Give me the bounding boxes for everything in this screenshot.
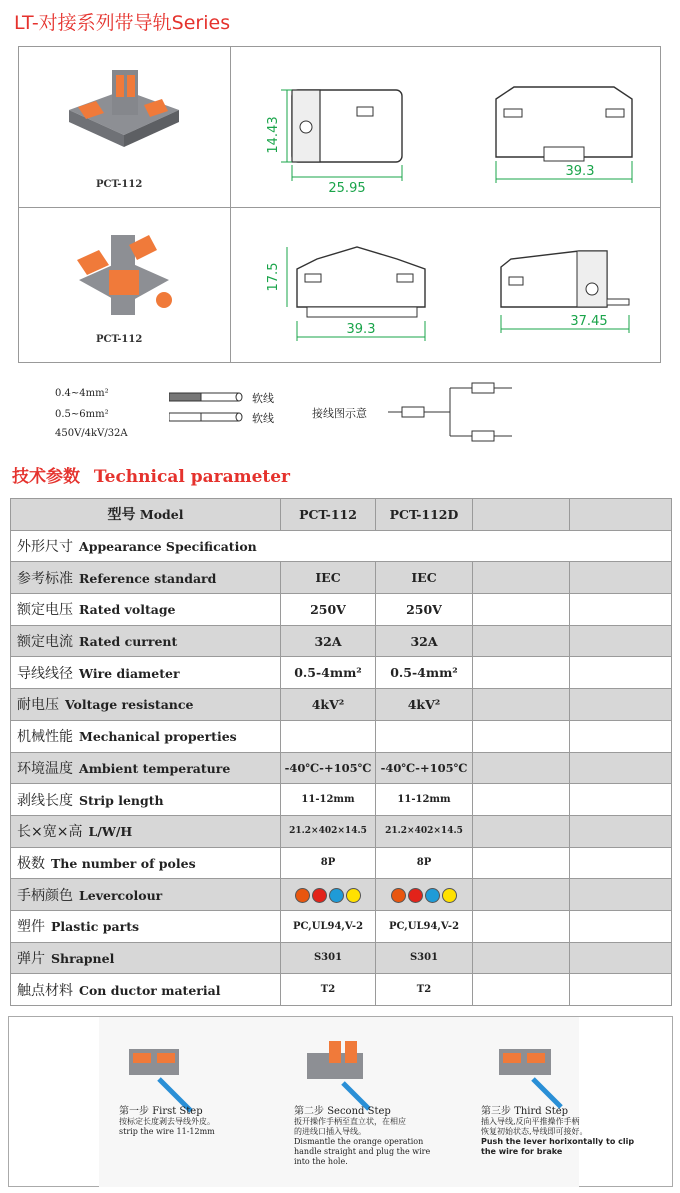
table-row: 导线线径 Wire diameter 0.5-4mm² 0.5-4mm² [11,657,672,689]
svg-text:37.45: 37.45 [570,314,608,329]
dimension-drawing-2b [489,229,649,354]
table-row: 长×宽×高 L/W/H 21.2×402×14.5 21.2×402×14.5 [11,815,672,847]
color-swatch [346,888,361,903]
color-swatch [442,888,457,903]
model-caption-1: PCT-112 [96,179,143,190]
section-title [12,462,290,487]
dimension-drawing-2a [247,229,447,354]
svg-text:14.43: 14.43 [266,116,281,154]
color-swatch [408,888,423,903]
svg-text:39.3: 39.3 [565,164,595,179]
table-row: 额定电流 Rated current 32A 32A [11,625,672,657]
table-row: 弹片 Shrapnel S301 S301 [11,942,672,974]
table-row: 外形尺寸 Appearance Specification [11,530,672,562]
svg-text:25.95: 25.95 [328,181,366,196]
step-2-illustration [299,1035,379,1113]
wiring-diagram-label: 接线图示意 [312,407,367,420]
soft-wire-label-2: 软线 [252,412,274,425]
product-photo-2 [69,225,179,335]
spec-1: 0.4~4mm² [55,388,109,399]
product-photo-1 [64,65,184,165]
header-col-2: PCT-112D [376,499,473,531]
table-row: 额定电压 Rated voltage 250V 250V [11,594,672,626]
table-row: 触点材料 Con ductor material T2 T2 [11,974,672,1006]
table-row: 剥线长度 Strip length 11-12mm 11-12mm [11,784,672,816]
wire-spec-legend [55,388,275,448]
wire-icon-2 [169,410,249,424]
section-title-cn: 技术参数 [12,467,80,487]
model-caption-2: PCT-112 [96,334,143,345]
svg-text:39.3: 39.3 [346,322,376,337]
table-row: 耐电压 Voltage resistance 4kV² 4kV² [11,689,672,721]
dimension-drawing-1b [474,77,654,197]
header-col-1: PCT-112 [281,499,376,531]
soft-wire-label-1: 软线 [252,392,274,405]
color-swatch [391,888,406,903]
drawings-panel [18,46,661,363]
table-row: 手柄颜色 Levercolour [11,879,672,911]
header-model: 型号 Model [11,499,281,531]
spec-3: 450V/4kV/32A [55,428,128,439]
spec-2: 0.5~6mm² [55,409,109,420]
color-swatch [295,888,310,903]
table-row: 极数 The number of poles 8P 8P [11,847,672,879]
wiring-diagram [380,378,520,448]
page-title: LT-对接系列带导轨Series [14,12,231,34]
color-swatch [329,888,344,903]
section-title-en: Technical parameter [93,467,291,487]
dimension-drawing-1a [247,65,417,205]
step-1: 第一步 First Step 按标定长度剥去导线外皮。 strip the wire 11-12mm [119,1106,215,1136]
color-swatch [312,888,327,903]
step-2: 第二步 Second Step 扳开操作手柄至直立状，在相应 的进线口插入导线。 Dismantle the orange operation handle straight and plug the wire into the hole. [294,1106,431,1166]
table-row: 塑件 Plastic parts PC,UL94,V-2 PC,UL94,V-2 [11,910,672,942]
color-swatch [425,888,440,903]
spec-table [10,498,672,1006]
lever-colors-1 [281,879,376,911]
table-header-row [11,499,672,531]
lever-colors-2 [376,879,473,911]
svg-text:17.5: 17.5 [266,262,281,292]
installation-steps [8,1016,673,1187]
step-3: 第三步 Third Step 插入导线,反向平推操作手柄 恢复初始状态,导线即可接好。 Push the lever horixontally to clip the wire for brake [481,1106,635,1156]
table-row: 参考标准 Reference standard IEC IEC [11,562,672,594]
table-row: 机械性能 Mechanical properties [11,720,672,752]
table-row: 环境温度 Ambient temperature -40℃-+105℃ -40℃-+105℃ [11,752,672,784]
wire-icon-1 [169,390,249,404]
